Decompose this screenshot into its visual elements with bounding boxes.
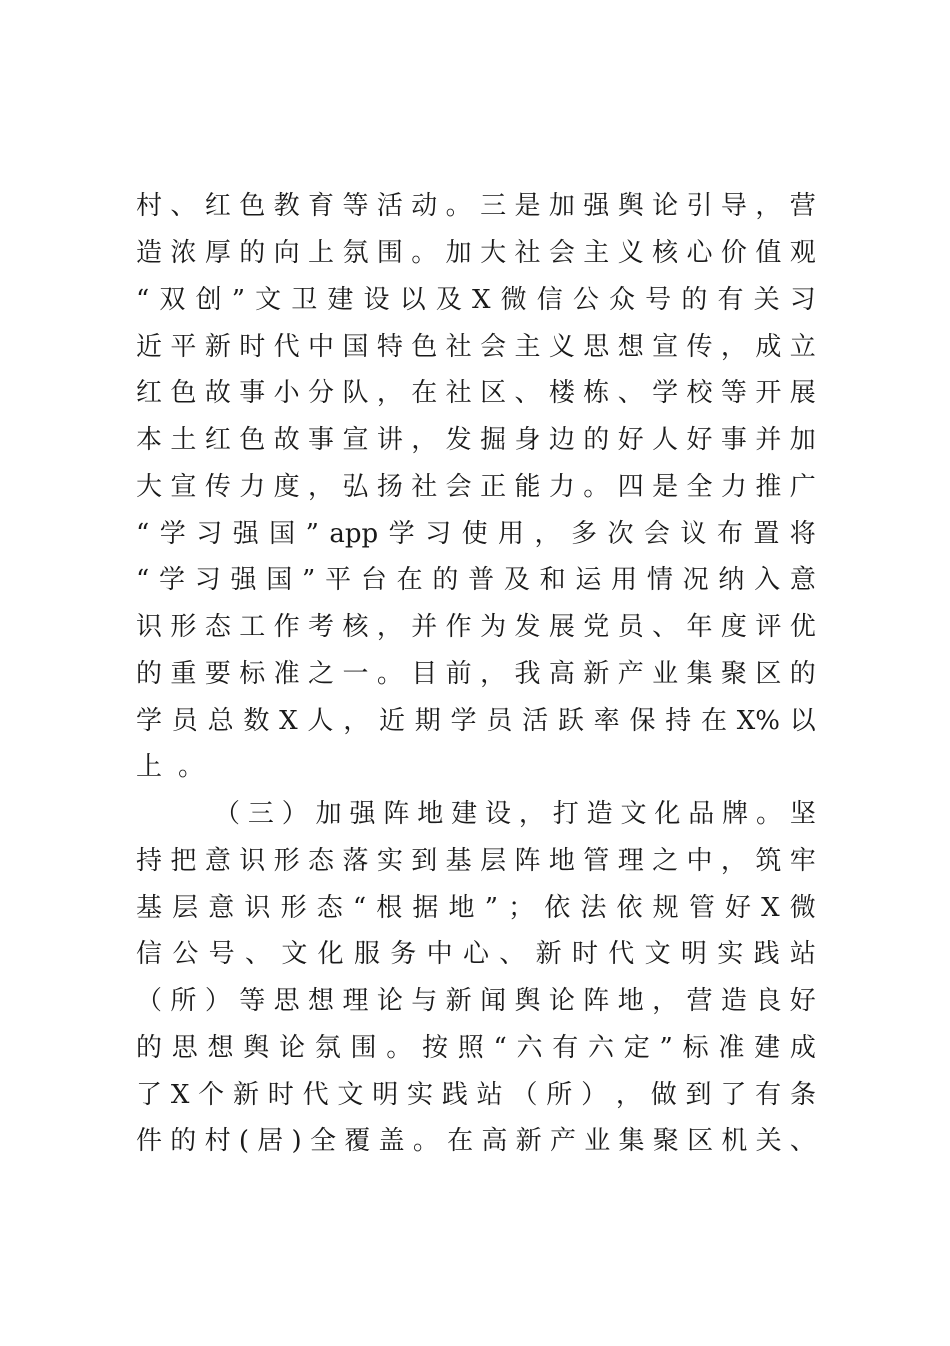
text-line: “ 学 习 强 国 ” app 学 习 使 用 ， 多 次 会 议 布 置 将 xyxy=(136,518,816,549)
text-line: “ 双 创 ” 文 卫 建 设 以 及 X 微 信 公 众 号 的 有 关 习 xyxy=(136,284,816,315)
text-line: 近 平 新 时 代 中 国 特 色 社 会 主 义 思 想 宣 传 ， 成 立 xyxy=(136,331,816,362)
body-text xyxy=(136,183,816,1165)
section-heading-line: （ 三 ） 加 强 阵 地 建 设 ， 打 造 文 化 品 牌 。 坚 xyxy=(214,799,816,830)
text-line: “ 学 习 强 国 ” 平 台 在 的 普 及 和 运 用 情 况 纳 入 意 xyxy=(136,565,816,596)
text-line: 大 宣 传 力 度 ， 弘 扬 社 会 正 能 力 。 四 是 全 力 推 广 xyxy=(136,471,816,502)
text-line: 基 层 意 识 形 态 “ 根 据 地 ” ； 依 法 依 规 管 好 X 微 xyxy=(136,892,816,923)
text-line: 持 把 意 识 形 态 落 实 到 基 层 阵 地 管 理 之 中 ， 筑 牢 xyxy=(136,845,816,876)
text-line: 识 形 态 工 作 考 核 ， 并 作 为 发 展 党 员 、 年 度 评 优 xyxy=(136,612,816,643)
text-line: 了 X 个 新 时 代 文 明 实 践 站 （ 所 ） ， 做 到 了 有 条 xyxy=(136,1079,816,1110)
text-line: 件 的 村 ( 居 ) 全 覆 盖 。 在 高 新 产 业 集 聚 区 机 关 、 xyxy=(136,1126,816,1157)
text-line: 学 员 总 数 X 人 ， 近 期 学 员 活 跃 率 保 持 在 X% 以 xyxy=(136,705,816,736)
text-line: 造 浓 厚 的 向 上 氛 围 。 加 大 社 会 主 义 核 心 价 值 观 xyxy=(136,238,816,269)
text-line: （ 所 ） 等 思 想 理 论 与 新 闻 舆 论 阵 地 ， 营 造 良 好 xyxy=(136,986,816,1017)
text-line: 信 公 号 、 文 化 服 务 中 心 、 新 时 代 文 明 实 践 站 xyxy=(136,939,816,970)
text-line: 村 、 红 色 教 育 等 活 动 。 三 是 加 强 舆 论 引 导 ， 营 xyxy=(136,191,816,222)
paragraph-end-line: 上 。 xyxy=(136,752,205,783)
text-line: 的 思 想 舆 论 氛 围 。 按 照 “ 六 有 六 定 ” 标 准 建 成 xyxy=(136,1032,816,1063)
text-line: 红 色 故 事 小 分 队 ， 在 社 区 、 楼 栋 、 学 校 等 开 展 xyxy=(136,378,816,409)
text-line: 本 土 红 色 故 事 宣 讲 ， 发 掘 身 边 的 好 人 好 事 并 加 xyxy=(136,425,816,456)
text-line: 的 重 要 标 准 之 一 。 目 前 ， 我 高 新 产 业 集 聚 区 的 xyxy=(136,658,816,689)
